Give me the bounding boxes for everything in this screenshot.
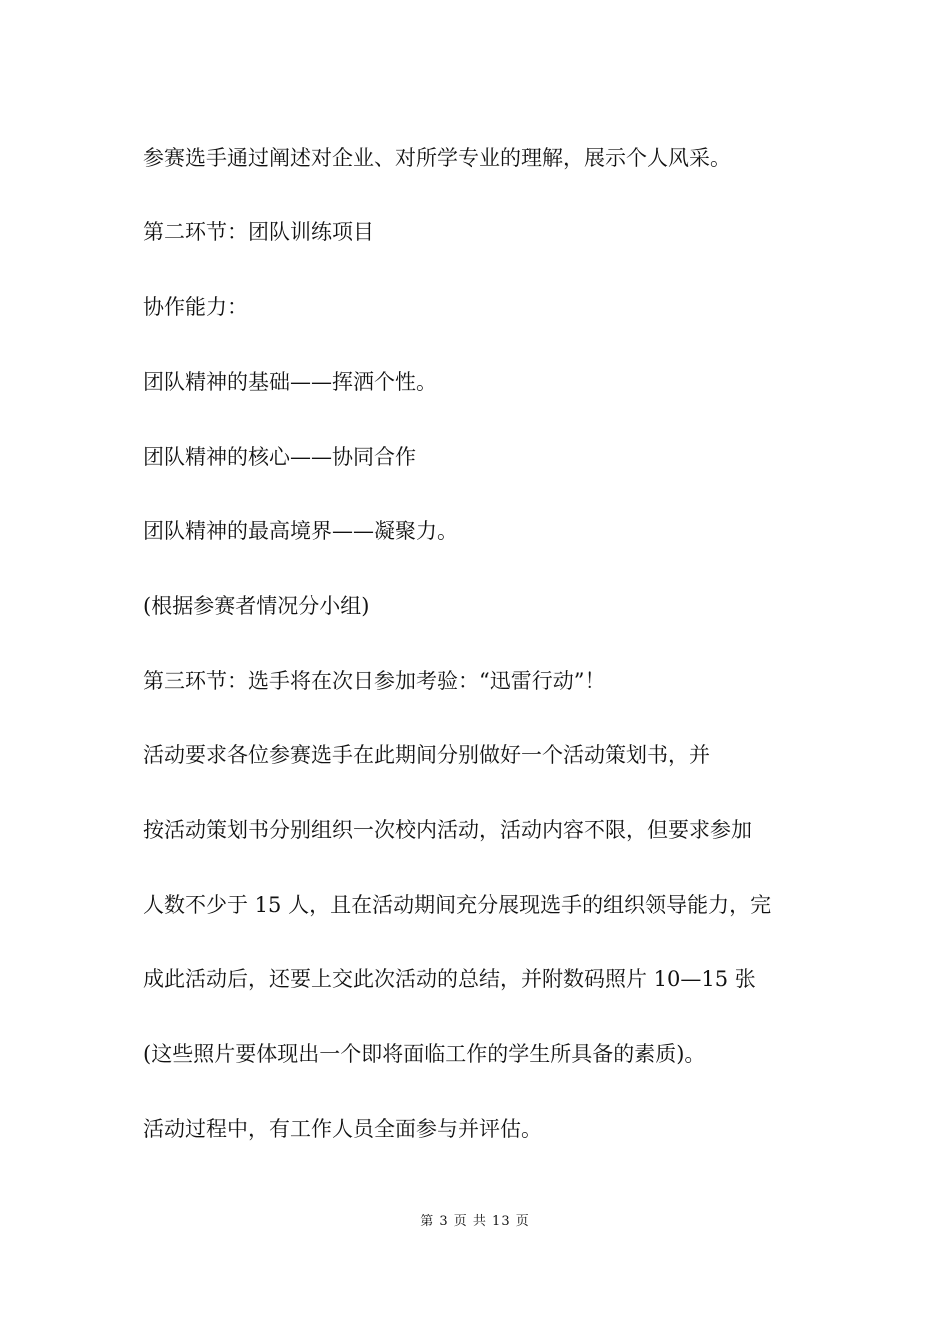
section-two-heading: 第二环节：团队训练项目 [143, 220, 374, 244]
activity-line-4: 成此活动后，还要上交此次活动的总结，并附数码照片 10—15 张 [143, 967, 756, 991]
paragraph-cooperation: 协作能力： [143, 295, 248, 319]
activity-line-5: (这些照片要体现出一个即将面临工作的学生所具备的素质)。 [143, 1042, 706, 1066]
page-number-footer: 第 3 页 共 13 页 [420, 1214, 530, 1229]
paragraph-team-core: 团队精神的核心——协同合作 [143, 445, 416, 469]
paragraph-team-basis: 团队精神的基础——挥洒个性。 [143, 370, 437, 394]
paragraph-closing: 活动过程中，有工作人员全面参与并评估。 [143, 1117, 542, 1141]
section-three-heading: 第三环节：选手将在次日参加考验：“迅雷行动”！ [143, 669, 606, 693]
activity-line-2: 按活动策划书分别组织一次校内活动，活动内容不限，但要求参加 [143, 818, 752, 842]
activity-line-3: 人数不少于 15 人，且在活动期间充分展现选手的组织领导能力，完 [143, 893, 772, 917]
activity-line-1: 活动要求各位参赛选手在此期间分别做好一个活动策划书，并 [143, 743, 710, 767]
paragraph-team-highest: 团队精神的最高境界——凝聚力。 [143, 519, 458, 543]
paragraph-intro: 参赛选手通过阐述对企业、对所学专业的理解，展示个人风采。 [143, 146, 731, 170]
paragraph-grouping-note: (根据参赛者情况分小组) [143, 594, 370, 618]
